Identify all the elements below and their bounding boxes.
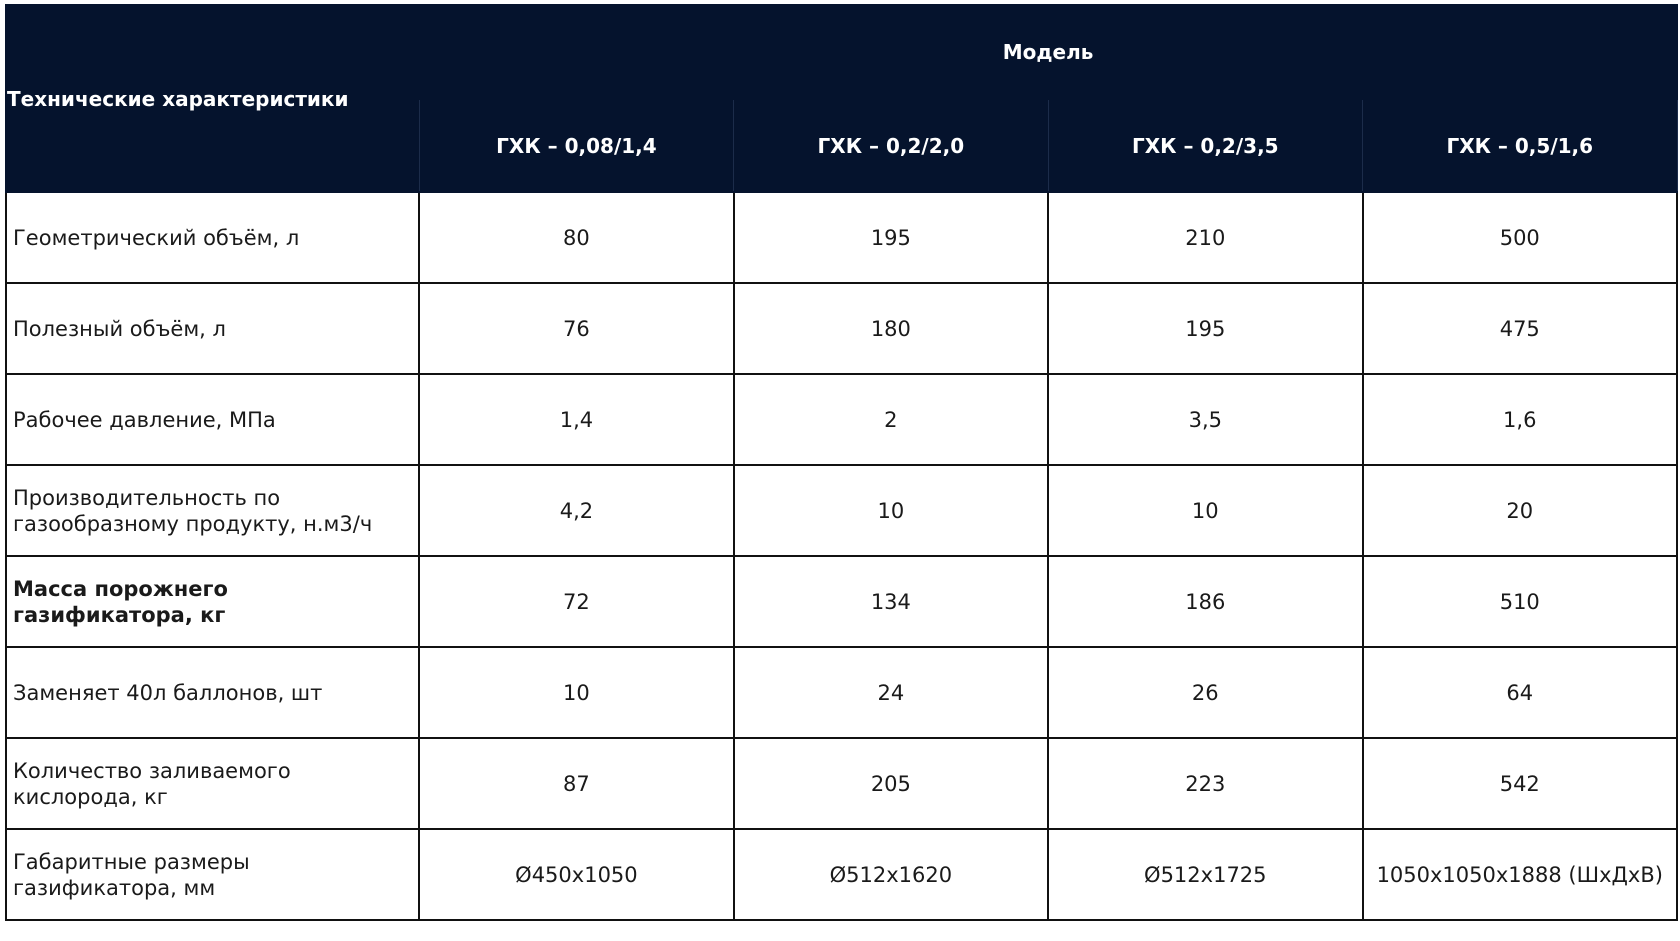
table-row (6, 374, 1677, 465)
table-cell: Ø512x1620 (734, 829, 1048, 920)
row-label: Рабочее давление, МПа (6, 374, 419, 465)
table-cell: 80 (419, 192, 733, 283)
table-cell: 205 (734, 738, 1048, 829)
table-cell: 510 (1363, 556, 1677, 647)
table-cell: 475 (1363, 283, 1677, 374)
table-cell: 20 (1363, 465, 1677, 556)
header-row-top (6, 5, 1677, 99)
table-row (6, 829, 1677, 920)
table-cell: 10 (1048, 465, 1362, 556)
row-label: Производительность по газообразному продукту, н.м3/ч (6, 465, 419, 556)
row-label: Заменяет 40л баллонов, шт (6, 647, 419, 738)
table-row (6, 556, 1677, 647)
table-cell: 72 (419, 556, 733, 647)
table-row (6, 192, 1677, 283)
table-cell: 1,6 (1363, 374, 1677, 465)
characteristics-header: Технические характеристики (6, 5, 419, 192)
table-row (6, 647, 1677, 738)
row-label: Габаритные размеры газификатора, мм (6, 829, 419, 920)
table-cell: 195 (734, 192, 1048, 283)
row-label: Геометрический объём, л (6, 192, 419, 283)
table-body (6, 192, 1677, 920)
row-label: Количество заливаемого кислорода, кг (6, 738, 419, 829)
table-cell: Ø512x1725 (1048, 829, 1362, 920)
table-cell: 1,4 (419, 374, 733, 465)
row-label: Полезный объём, л (6, 283, 419, 374)
table-cell: 10 (734, 465, 1048, 556)
model-column-header: ГХК – 0,2/3,5 (1048, 99, 1362, 192)
table-row (6, 738, 1677, 829)
table-cell: 180 (734, 283, 1048, 374)
table-header (6, 5, 1677, 192)
row-label: Масса порожнего газификатора, кг (6, 556, 419, 647)
table-cell: 223 (1048, 738, 1362, 829)
table-cell: 87 (419, 738, 733, 829)
table-cell: 10 (419, 647, 733, 738)
table-cell: 542 (1363, 738, 1677, 829)
table-cell: 4,2 (419, 465, 733, 556)
table-cell: 76 (419, 283, 733, 374)
table-cell: 1050x1050x1888 (ШхДхВ) (1363, 829, 1677, 920)
table-cell: 26 (1048, 647, 1362, 738)
model-column-header: ГХК – 0,5/1,6 (1363, 99, 1677, 192)
table-cell: Ø450x1050 (419, 829, 733, 920)
table-row (6, 465, 1677, 556)
table-cell: 195 (1048, 283, 1362, 374)
table-cell: 3,5 (1048, 374, 1362, 465)
table-cell: 186 (1048, 556, 1362, 647)
table-cell: 500 (1363, 192, 1677, 283)
table-cell: 24 (734, 647, 1048, 738)
table-row (6, 283, 1677, 374)
model-column-header: ГХК – 0,08/1,4 (419, 99, 733, 192)
table-cell: 134 (734, 556, 1048, 647)
model-header: Модель (419, 5, 1677, 99)
specifications-table (5, 4, 1678, 921)
table-cell: 2 (734, 374, 1048, 465)
table-cell: 64 (1363, 647, 1677, 738)
table-cell: 210 (1048, 192, 1362, 283)
model-column-header: ГХК – 0,2/2,0 (734, 99, 1048, 192)
